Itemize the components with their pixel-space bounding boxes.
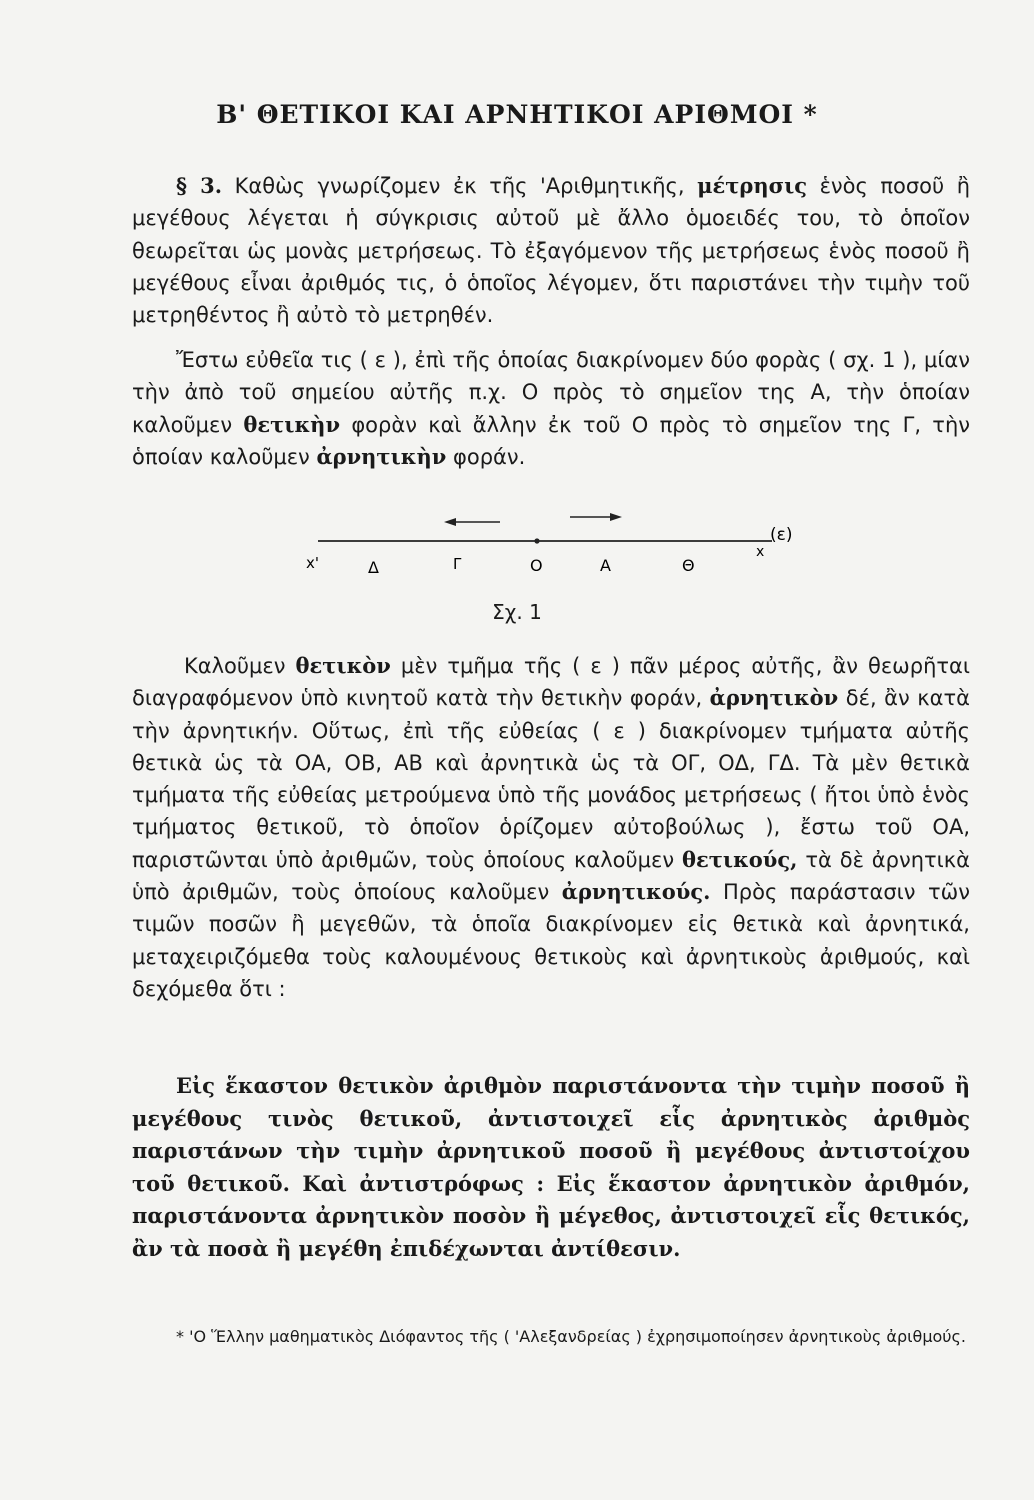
p3-text-5: Πρὸς παράστασιν τῶν τιμῶν ποσῶν ἢ μεγεθῶν, τὰ ὁποῖα διακρίνομεν εἰς θετικὰ καὶ ἀρνητικά, μεταχειριζόμεθα τοὺς καλουμένους θετικοὺς καὶ ἀρνητικοὺς ἀριθμούς, καὶ δεχόμεθα ὅτι : <box>132 880 970 1001</box>
p1-text-2: ἑνὸς ποσοῦ ἢ μεγέθους λέγεται ἡ σύγκρισις αὐτοῦ μὲ ἄλλο ὁμοειδές του, τὸ ὁποῖον θεωρεῖται ὡς μονὰς μετρήσεως. Τὸ ἐξαγόμενον τῆς μετρήσεως ἑνὸς ποσοῦ ἢ μεγέθους εἶναι ἀριθμός τις, ὁ ὁποῖος λέγομεν, ὅτι παριστάνει τὴν τιμὴν τοῦ μετρηθέντος ἢ αὐτὸ τὸ μετρηθέν. <box>132 174 970 328</box>
p3-text-4: τὰ δὲ ἀρνητικὰ ὑπὸ ἀριθμῶν, τοὺς ὁποίους καλοῦμεν <box>132 847 970 905</box>
p3-text-2: μὲν τμῆμα τῆς ( ε ) πᾶν μέρος αὐτῆς, ἂν θεωρῆται διαγραφόμενον ὑπὸ κινητοῦ κατὰ τὴν θετικὴν φοράν, <box>132 654 970 711</box>
term-thetikous: θετικούς, <box>682 846 798 872</box>
paragraph-measurement <box>132 170 970 331</box>
origin-point <box>534 538 539 543</box>
p1-text-1: Καθὼς γνωρίζομεν ἐκ τῆς 'Αριθμητικῆς, <box>222 174 698 198</box>
chapter-title: Β' ΘΕΤΙΚΟΙ ΚΑΙ ΑΡΝΗΤΙΚΟΙ ΑΡΙΘΜΟΙ * <box>216 100 818 129</box>
p2-text-3: φοράν. <box>446 444 526 469</box>
section-number: § 3. <box>176 173 223 198</box>
term-arnitikon: ἀρνητικὸν <box>709 685 839 711</box>
term-metrisis: μέτρησις <box>697 173 808 198</box>
negative-direction-arrow <box>444 518 500 526</box>
p3-text-1: Καλοῦμεν <box>184 654 296 678</box>
label-x: x <box>756 544 765 560</box>
positive-direction-arrow <box>570 513 622 521</box>
term-thetiki: θετικὴν <box>243 411 341 437</box>
label-delta: Δ <box>368 558 379 577</box>
label-a: Α <box>600 556 611 575</box>
bold-rule-statement: Εἰς ἕκαστον θετικὸν ἀριθμὸν παριστάνοντα τὴν τιμὴν ποσοῦ ἢ μεγέθους τινὸς θετικοῦ, ἀντιστοιχεῖ εἷς ἀρνητικὸς ἀριθμὸς παριστάνων τὴν τιμὴν ἀρνητικοῦ ποσοῦ ἢ μεγέθους ἀντιστοίχου τοῦ θετικοῦ. Καὶ ἀντιστρόφως : Εἰς ἕκαστον ἀρνητικὸν ἀριθμόν, παριστάνοντα ἀρνητικὸν ποσὸν ἢ μέγεθος, ἀντιστοιχεῖ εἷς θετικός, ἂν τὰ ποσὰ ἢ μεγέθη ἐπιδέχωνται ἀντίθεσιν. <box>132 1073 970 1261</box>
term-thetikon: θετικὸν <box>295 653 391 678</box>
label-line-e: (ε) <box>770 525 793 545</box>
p2-text-1: Ἔστω εὐθεῖα τις ( ε ), ἐπὶ τῆς ὁποίας διακρίνομεν δύο φορὰς ( σχ. 1 ), μίαν τὴν ἀπὸ τοῦ σημείου αὐτῆς π.χ. Ο πρὸς τὸ σημεῖον της Α, τὴν ὁποίαν καλοῦμεν <box>132 348 970 437</box>
term-arnitikous: ἀρνητικούς. <box>561 879 711 905</box>
figure-caption: Σχ. 1 <box>492 600 542 624</box>
label-theta: Θ <box>682 556 695 575</box>
paragraph-positive-negative <box>132 650 970 1005</box>
p3-text-3: δέ, ἂν κατὰ τὴν ἀρνητικήν. Οὕτως, ἐπὶ τῆς εὐθείας ( ε ) διακρίνομεν τμήματα αὐτῆς θετικὰ ὡς τὰ ΟΑ, ΟΒ, ΑΒ καὶ ἀρνητικὰ ὡς τὰ ΟΓ, ΟΔ, ΓΔ. Τὰ μὲν θετικὰ τμήματα τῆς εὐθείας μετρούμενα ὑπὸ τῆς μονάδος μετρήσεως ( ἤτοι ὑπὸ ἑνὸς τμήματος θετικοῦ, τὸ ὁποῖον ὁρίζομεν αὐτοβούλως ), ἔστω τοῦ ΟΑ, παριστῶνται ὑπὸ ἀριθμῶν, τοὺς ὁποίους καλοῦμεν <box>132 686 970 872</box>
p2-text-2: φορὰν καὶ ἄλλην ἐκ τοῦ Ο πρὸς τὸ σημεῖον της Γ, τὴν ὁποίαν καλοῦμεν <box>132 412 970 469</box>
paragraph-directions <box>132 344 970 473</box>
label-o: Ο <box>530 556 543 575</box>
term-arnitiki: ἀρνητικὴν <box>316 443 447 469</box>
label-gamma: Γ <box>453 555 462 573</box>
footnote: * 'Ο Ἕλλην μαθηματικὸς Διόφαντος τῆς ( 'Αλεξανδρείας ) ἐχρησιμοποίησεν ἀρνητικοὺς ἀριθμούς. <box>176 1327 967 1346</box>
label-x-prime: x' <box>306 554 320 572</box>
